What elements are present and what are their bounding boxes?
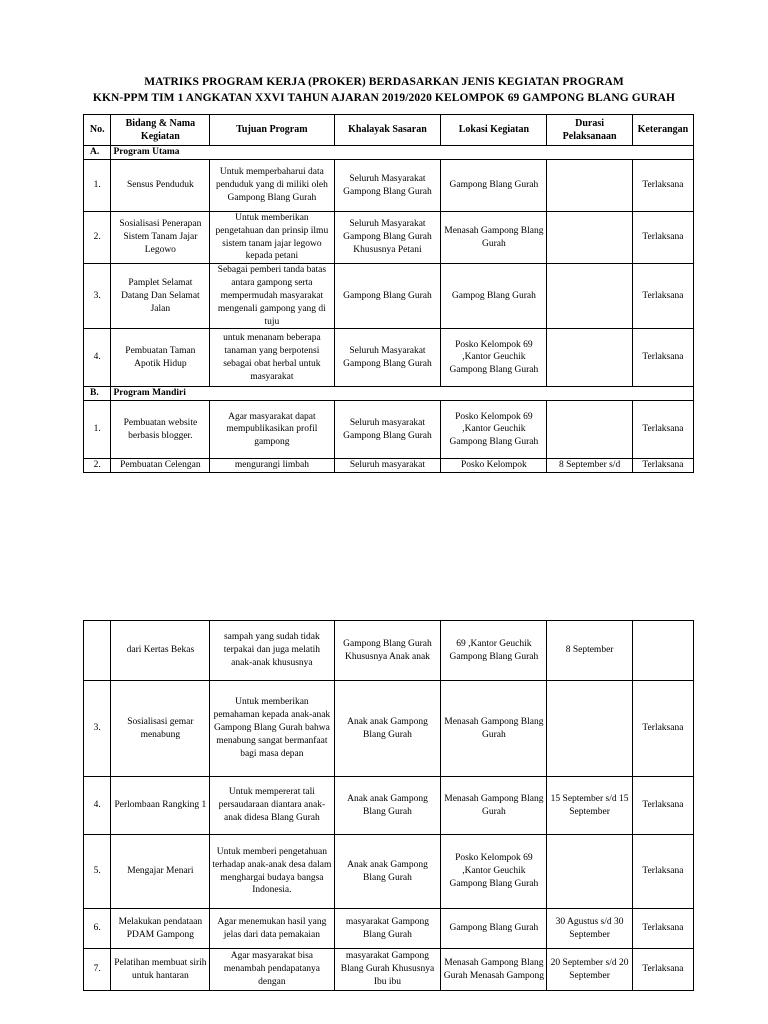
cell-tujuan: Untuk memberikan pengetahuan dan prinsip ilmu sistem tanam jajar legowo kepada petani bbox=[210, 212, 334, 264]
section-title: Program Utama bbox=[111, 146, 694, 160]
cell-durasi bbox=[547, 212, 633, 264]
table-row bbox=[84, 160, 694, 212]
cell-tujuan: Agar masyarakat bisa menambah pendapatanya dengan bbox=[210, 949, 334, 991]
cell-durasi: 8 September bbox=[547, 621, 633, 681]
header-bidang: Bidang & Nama Kegiatan bbox=[111, 115, 210, 146]
cell-bidang: Sosialisasi Penerapan Sistem Tanam Jajar Legowo bbox=[111, 212, 210, 264]
cell-khalayak: Seluruh masyarakat Gampong Blang Gurah bbox=[334, 401, 441, 459]
cell-keterangan: Terlaksana bbox=[632, 835, 693, 909]
cell-khalayak: masyarakat Gampong Blang Gurah Khususnya Ibu ibu bbox=[334, 949, 441, 991]
section-row-program-utama bbox=[84, 146, 694, 160]
cell-bidang: dari Kertas Bekas bbox=[111, 621, 210, 681]
cell-tujuan: Agar menemukan hasil yang jelas dari data pemakaian bbox=[210, 909, 334, 949]
cell-bidang: Melakukan pendataan PDAM Gampong bbox=[111, 909, 210, 949]
cell-keterangan: Terlaksana bbox=[632, 401, 693, 459]
section-title: Program Mandiri bbox=[111, 387, 694, 401]
cell-khalayak: masyarakat Gampong Blang Gurah bbox=[334, 909, 441, 949]
cell-lokasi: Posko Kelompok bbox=[441, 459, 547, 473]
section-number: A. bbox=[84, 146, 111, 160]
cell-lokasi: Posko Kelompok 69 ,Kantor Geuchik Gampong Blang Gurah bbox=[441, 329, 547, 387]
cell-keterangan: Terlaksana bbox=[632, 160, 693, 212]
cell-keterangan: Terlaksana bbox=[632, 459, 693, 473]
cell-khalayak: Seluruh Masyarakat Gampong Blang Gurah bbox=[334, 329, 441, 387]
table-row bbox=[84, 621, 694, 681]
table-row bbox=[84, 949, 694, 991]
table-row bbox=[84, 835, 694, 909]
cell-no: 4. bbox=[84, 329, 111, 387]
cell-no: 2. bbox=[84, 459, 111, 473]
program-matrix-table-page1 bbox=[83, 114, 694, 473]
header-tujuan: Tujuan Program bbox=[210, 115, 334, 146]
cell-lokasi: Menasah Gampong Blang Gurah Menasah Gampong bbox=[441, 949, 547, 991]
cell-tujuan: Untuk memperbaharui data penduduk yang di miliki oleh Gampong Blang Gurah bbox=[210, 160, 334, 212]
cell-no: 7. bbox=[84, 949, 111, 991]
cell-bidang: Pembuatan Taman Apotik Hidup bbox=[111, 329, 210, 387]
header-durasi: Durasi Pelaksanaan bbox=[547, 115, 633, 146]
table-row bbox=[84, 264, 694, 329]
cell-lokasi: Gampog Blang Gurah bbox=[441, 264, 547, 329]
cell-durasi bbox=[547, 681, 633, 777]
cell-khalayak: Gampong Blang Gurah bbox=[334, 264, 441, 329]
table-header-row bbox=[84, 115, 694, 146]
cell-durasi: 8 September s/d bbox=[547, 459, 633, 473]
cell-lokasi: Gampong Blang Gurah bbox=[441, 160, 547, 212]
header-lokasi: Lokasi Kegiatan bbox=[441, 115, 547, 146]
cell-lokasi: Posko Kelompok 69 ,Kantor Geuchik Gampong Blang Gurah bbox=[441, 401, 547, 459]
cell-no: 1. bbox=[84, 160, 111, 212]
cell-keterangan: Terlaksana bbox=[632, 329, 693, 387]
document-title-line2: KKN-PPM TIM 1 ANGKATAN XXVI TAHUN AJARAN 2019/2020 KELOMPOK 69 GAMPONG BLANG GURAH bbox=[92, 92, 676, 104]
cell-no: 1. bbox=[84, 401, 111, 459]
cell-no: 2. bbox=[84, 212, 111, 264]
cell-khalayak: Seluruh Masyarakat Gampong Blang Gurah Khususnya Petani bbox=[334, 212, 441, 264]
cell-tujuan: Untuk memberikan pemahaman kepada anak-anak Gampong Blang Gurah bahwa menabung sangat bermanfaat bagi masa depan bbox=[210, 681, 334, 777]
cell-lokasi: Menasah Gampong Blang Gurah bbox=[441, 212, 547, 264]
header-no: No. bbox=[84, 115, 111, 146]
table-row bbox=[84, 681, 694, 777]
section-number: B. bbox=[84, 387, 111, 401]
cell-khalayak: Seluruh masyarakat bbox=[334, 459, 441, 473]
cell-lokasi: Posko Kelompok 69 ,Kantor Geuchik Gampong Blang Gurah bbox=[441, 835, 547, 909]
cell-tujuan: Sebagai pemberi tanda batas antara gampong serta mempermudah masyarakat mengenali gampong yang di tuju bbox=[210, 264, 334, 329]
cell-durasi bbox=[547, 160, 633, 212]
cell-durasi bbox=[547, 835, 633, 909]
cell-lokasi: 69 ,Kantor Geuchik Gampong Blang Gurah bbox=[441, 621, 547, 681]
table-row bbox=[84, 329, 694, 387]
cell-durasi: 20 September s/d 20 September bbox=[547, 949, 633, 991]
cell-no: 5. bbox=[84, 835, 111, 909]
cell-no: 4. bbox=[84, 777, 111, 835]
cell-keterangan: Terlaksana bbox=[632, 264, 693, 329]
cell-keterangan: Terlaksana bbox=[632, 909, 693, 949]
cell-bidang: Sosialisasi gemar menabung bbox=[111, 681, 210, 777]
cell-lokasi: Menasah Gampong Blang Gurah bbox=[441, 681, 547, 777]
cell-no bbox=[84, 621, 111, 681]
cell-khalayak: Anak anak Gampong Blang Gurah bbox=[334, 681, 441, 777]
cell-lokasi: Menasah Gampong Blang Gurah bbox=[441, 777, 547, 835]
table-row bbox=[84, 909, 694, 949]
cell-tujuan: mengurangi limbah bbox=[210, 459, 334, 473]
cell-khalayak: Seluruh Masyarakat Gampong Blang Gurah bbox=[334, 160, 441, 212]
cell-no: 3. bbox=[84, 264, 111, 329]
cell-khalayak: Anak anak Gampong Blang Gurah bbox=[334, 835, 441, 909]
cell-keterangan: Terlaksana bbox=[632, 949, 693, 991]
cell-keterangan: Terlaksana bbox=[632, 777, 693, 835]
header-khalayak: Khalayak Sasaran bbox=[334, 115, 441, 146]
table-row bbox=[84, 401, 694, 459]
cell-bidang: Perlombaan Rangking 1 bbox=[111, 777, 210, 835]
cell-durasi bbox=[547, 264, 633, 329]
cell-bidang: Pelatihan membuat sirih untuk hantaran bbox=[111, 949, 210, 991]
cell-bidang: Sensus Penduduk bbox=[111, 160, 210, 212]
cell-keterangan: Terlaksana bbox=[632, 212, 693, 264]
cell-no: 3. bbox=[84, 681, 111, 777]
cell-no: 6. bbox=[84, 909, 111, 949]
section-row-program-mandiri bbox=[84, 387, 694, 401]
table-row bbox=[84, 459, 694, 473]
cell-bidang: Pembuatan website berbasis blogger. bbox=[111, 401, 210, 459]
cell-tujuan: sampah yang sudah tidak terpakai dan juga melatih anak-anak khususnya bbox=[210, 621, 334, 681]
table-row bbox=[84, 777, 694, 835]
cell-bidang: Mengajar Menari bbox=[111, 835, 210, 909]
table-row bbox=[84, 212, 694, 264]
cell-tujuan: Untuk memberi pengetahuan terhadap anak-anak desa dalam menghargai budaya bangsa Indonesia. bbox=[210, 835, 334, 909]
cell-durasi bbox=[547, 329, 633, 387]
cell-tujuan: untuk menanam beberapa tanaman yang berpotensi sebagai obat herbal untuk masyarakat bbox=[210, 329, 334, 387]
cell-tujuan: Agar masyarakat dapat mempublikasikan profil gampong bbox=[210, 401, 334, 459]
cell-durasi: 30 Agustus s/d 30 September bbox=[547, 909, 633, 949]
cell-khalayak: Anak anak Gampong Blang Gurah bbox=[334, 777, 441, 835]
cell-bidang: Pamplet Selamat Datang Dan Selamat Jalan bbox=[111, 264, 210, 329]
cell-durasi: 15 September s/d 15 September bbox=[547, 777, 633, 835]
cell-keterangan: Terlaksana bbox=[632, 681, 693, 777]
document-title-line1: MATRIKS PROGRAM KERJA (PROKER) BERDASARKAN JENIS KEGIATAN PROGRAM bbox=[144, 76, 624, 88]
cell-lokasi: Gampong Blang Gurah bbox=[441, 909, 547, 949]
cell-khalayak: Gampong Blang Gurah Khususnya Anak anak bbox=[334, 621, 441, 681]
program-matrix-table-page2 bbox=[83, 620, 694, 991]
header-keterangan: Keterangan bbox=[632, 115, 693, 146]
cell-bidang: Pembuatan Celengan bbox=[111, 459, 210, 473]
cell-keterangan bbox=[632, 621, 693, 681]
cell-durasi bbox=[547, 401, 633, 459]
cell-tujuan: Untuk mempererat tali persaudaraan diantara anak-anak didesa Blang Gurah bbox=[210, 777, 334, 835]
